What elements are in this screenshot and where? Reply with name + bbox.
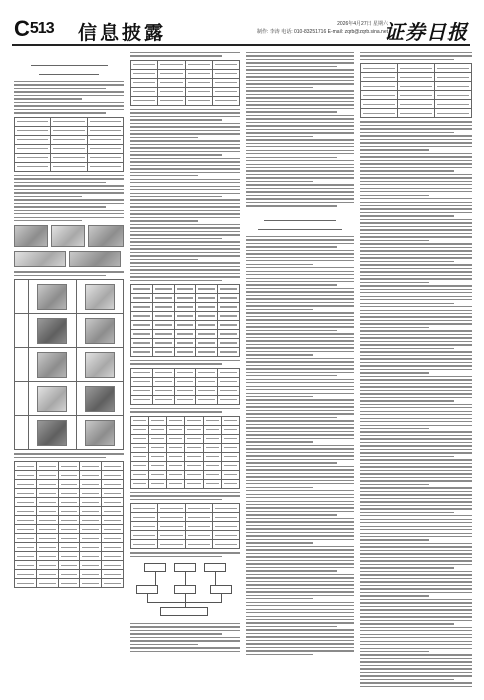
report-headline-block	[14, 60, 124, 75]
product-photo-row	[14, 251, 124, 267]
data-table	[14, 117, 124, 172]
masthead-rule	[12, 44, 470, 46]
data-table	[130, 284, 240, 357]
text-block	[130, 109, 240, 281]
flowchart-node	[160, 607, 208, 616]
product-photo	[69, 251, 121, 267]
product-photo	[14, 251, 66, 267]
text-block	[14, 81, 124, 114]
data-table	[130, 416, 240, 489]
product-photo-row	[14, 225, 124, 247]
product-table	[14, 279, 124, 450]
announcement-headline-block	[246, 215, 354, 230]
page-number: 513	[29, 20, 54, 37]
page-code	[14, 16, 54, 42]
page-letter: C	[14, 16, 29, 41]
flowchart-node	[144, 563, 166, 572]
column-4	[360, 52, 472, 688]
text-block	[14, 271, 124, 276]
org-flowchart	[130, 561, 240, 619]
text-block	[130, 408, 240, 413]
data-table	[130, 60, 240, 106]
flowchart-node	[210, 585, 232, 594]
column-3	[246, 52, 354, 688]
column-1	[14, 52, 124, 688]
flowchart-node	[174, 563, 196, 572]
text-block	[360, 52, 472, 60]
column-2	[130, 52, 240, 688]
text-block	[246, 236, 354, 656]
product-photo	[14, 225, 48, 247]
text-block	[246, 52, 354, 207]
text-block	[14, 453, 124, 458]
text-block	[130, 360, 240, 365]
text-block	[360, 121, 472, 688]
data-table	[130, 368, 240, 405]
data-table	[130, 503, 240, 549]
date-line: 2026年4月27日 星期六	[337, 21, 388, 27]
product-photo	[51, 225, 85, 247]
financial-table	[14, 461, 124, 588]
section-title: 信息披露	[78, 22, 167, 44]
product-photo	[88, 225, 124, 247]
contact-line: 制作: 李涛 电话: 010-83251716 E-mail: zqrb@zqrb.sina.net	[257, 29, 388, 35]
text-block	[130, 623, 240, 652]
flowchart-node	[204, 563, 226, 572]
flowchart-node	[136, 585, 158, 594]
paper-logo: 证券日报	[384, 20, 468, 44]
text-block	[14, 175, 124, 222]
data-table	[360, 63, 472, 118]
flowchart-node	[174, 585, 196, 594]
text-block	[130, 52, 240, 57]
text-block	[130, 552, 240, 557]
text-block	[130, 492, 240, 500]
